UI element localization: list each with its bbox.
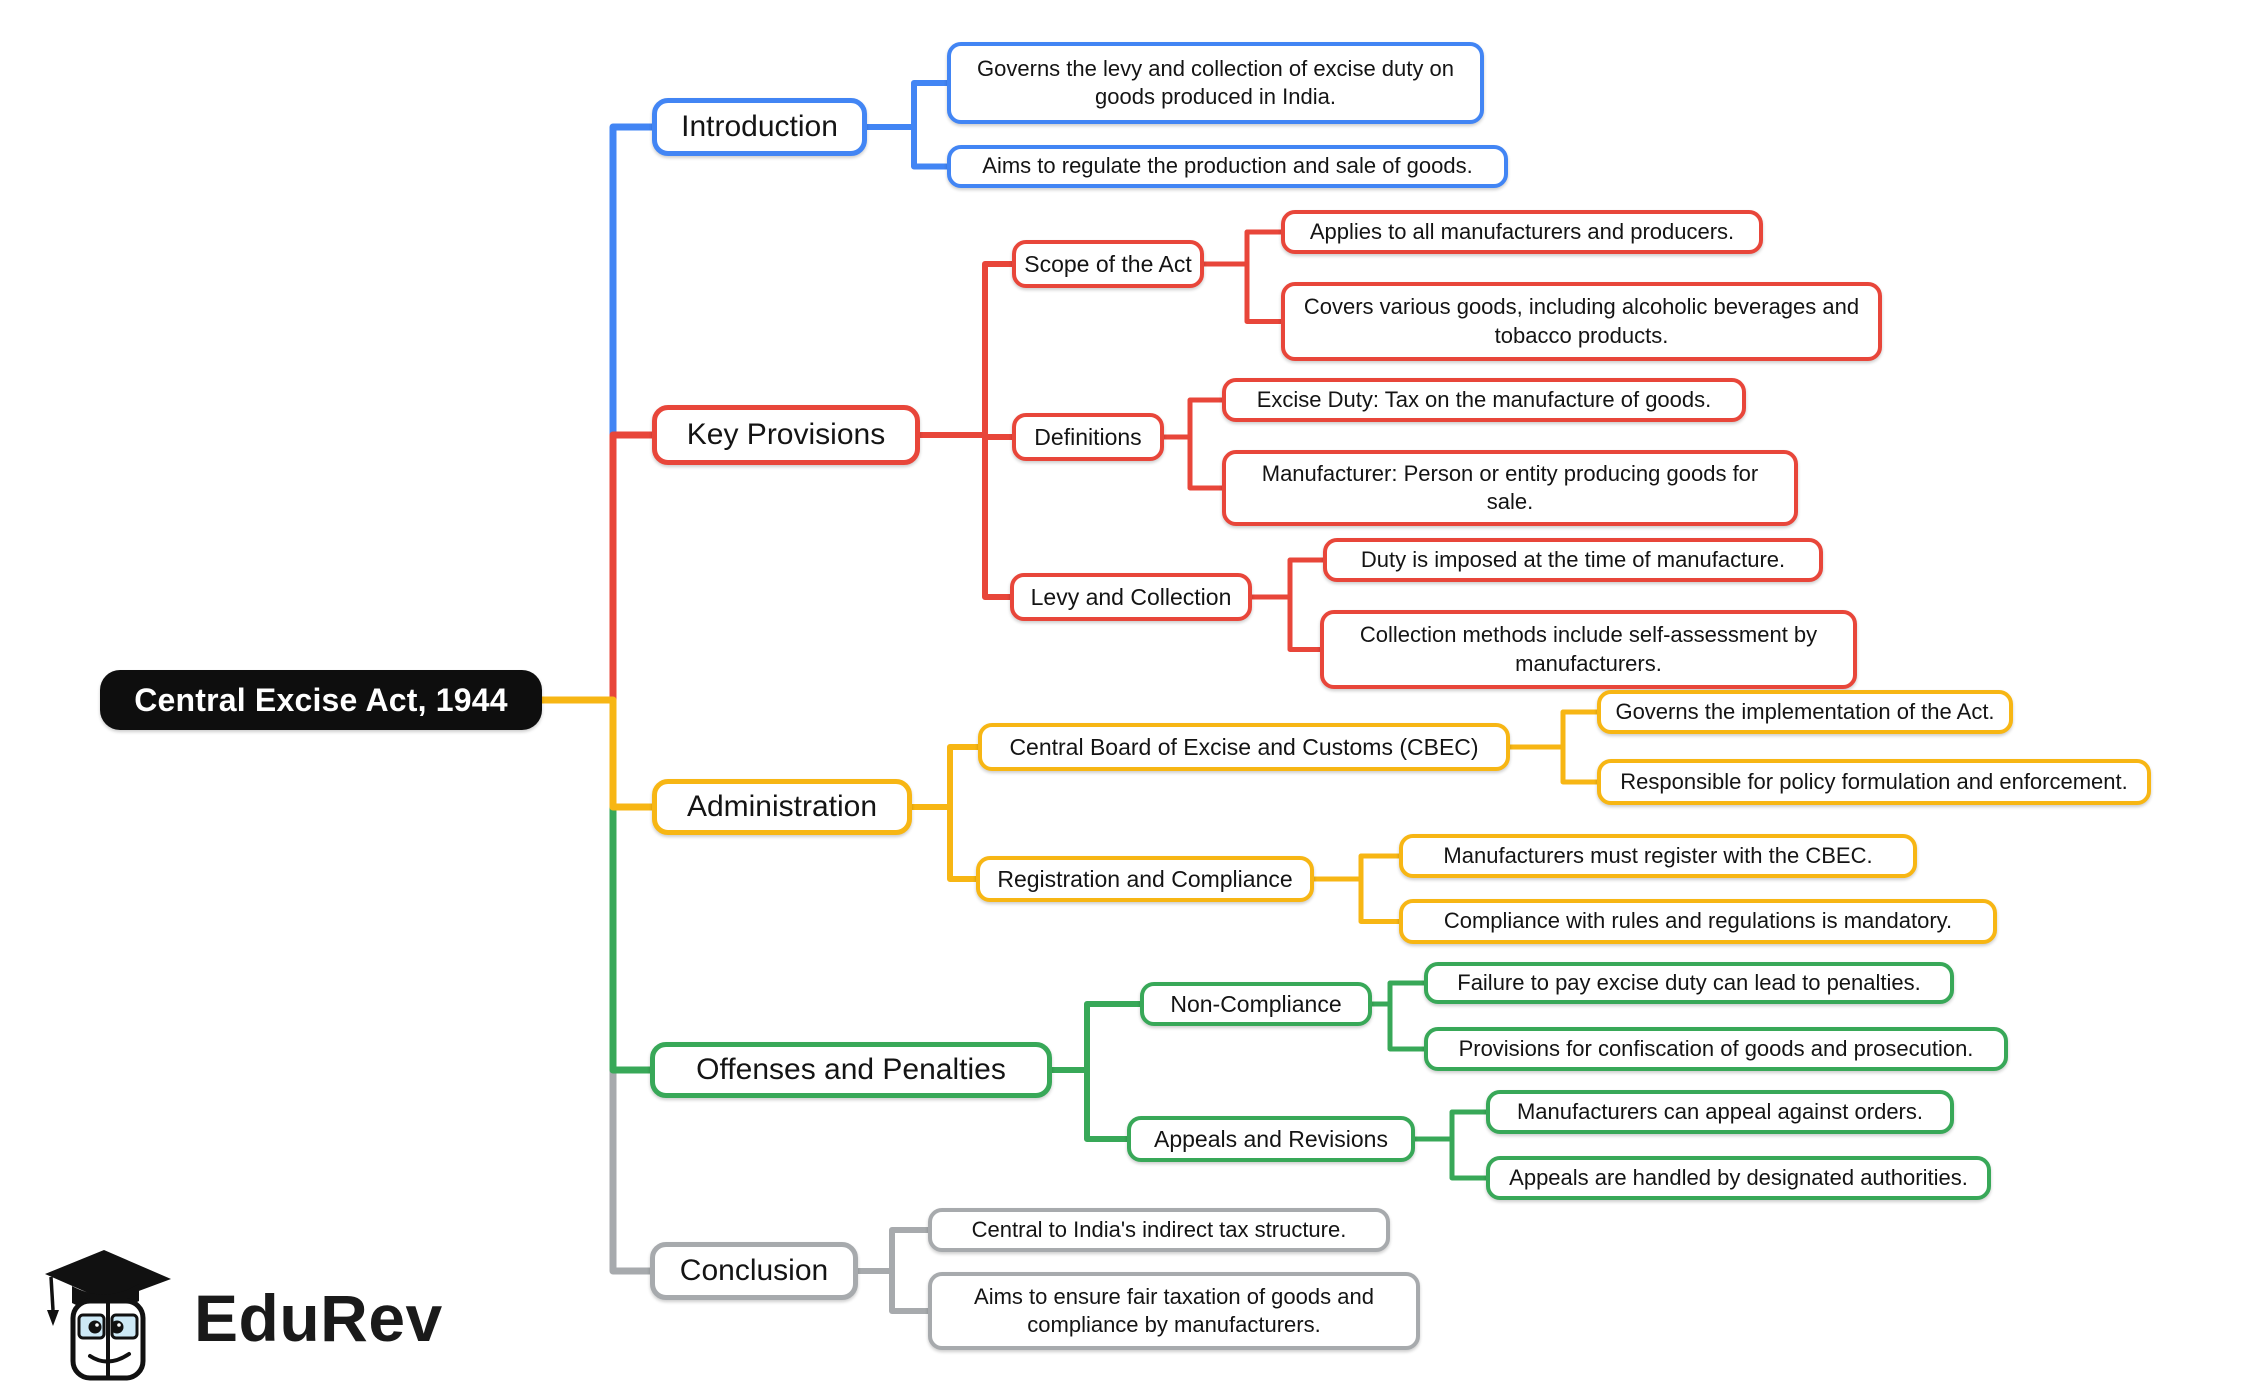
trunk-keyprov [542,435,652,700]
mindmap-node-l1: Duty is imposed at the time of manufacture. [1323,538,1823,582]
edurev-mascot-icon [42,1248,174,1388]
connector-noncomp-n2 [1372,1004,1424,1049]
mindmap-node-offenses: Offenses and Penalties [650,1042,1052,1098]
connector-offenses-appeals [1052,1070,1127,1139]
mindmap-node-intro: Introduction [652,98,867,156]
connector-defs-d2 [1164,437,1222,488]
trunk-intro [542,127,652,700]
mindmap-node-i2: Aims to regulate the production and sale of goods. [947,145,1508,188]
connector-offenses-noncomp [1052,1004,1140,1070]
trunk-admin [542,700,652,807]
mindmap-node-s2: Covers various goods, including alcoholic beverages and tobacco products. [1281,282,1882,361]
mindmap-node-c2: Responsible for policy formulation and enforcement. [1597,759,2151,805]
connector-appeals-a1 [1415,1112,1486,1139]
connector-keyprov-levy [920,435,1010,597]
mindmap-node-cbec: Central Board of Excise and Customs (CBEC) [978,723,1510,771]
trunk-offenses [542,700,650,1070]
mindmap-node-a1: Manufacturers can appeal against orders. [1486,1090,1954,1134]
mindmap-node-scope: Scope of the Act [1012,240,1204,288]
connector-cbec-c2 [1510,747,1597,782]
mindmap-node-c1: Governs the implementation of the Act. [1597,690,2013,734]
connector-conclusion-co2 [858,1271,928,1311]
edurev-brand-text: EduRev [194,1281,443,1355]
connector-appeals-a2 [1415,1139,1486,1178]
mindmap-node-co2: Aims to ensure fair taxation of goods and compliance by manufacturers. [928,1272,1420,1350]
mindmap-node-conclusion: Conclusion [650,1242,858,1300]
mindmap-node-defs: Definitions [1012,413,1164,461]
connector-noncomp-n1 [1372,983,1424,1004]
connector-defs-d1 [1164,400,1222,437]
mindmap-node-co1: Central to India's indirect tax structure. [928,1208,1390,1252]
mindmap-node-regcomp: Registration and Compliance [976,856,1314,902]
trunk-conclusion [542,700,650,1271]
connector-levy-l1 [1252,560,1323,597]
mindmap-node-s1: Applies to all manufacturers and producers. [1281,210,1763,254]
connector-levy-l2 [1252,597,1320,650]
mindmap-node-r2: Compliance with rules and regulations is mandatory. [1399,899,1997,944]
connector-regcomp-r2 [1314,879,1399,922]
mindmap-node-d1: Excise Duty: Tax on the manufacture of goods. [1222,378,1746,422]
connector-regcomp-r1 [1314,856,1399,879]
connector-admin-regcomp [912,807,976,879]
connector-intro-i1 [867,83,947,127]
connector-admin-cbec [912,747,978,807]
mindmap-node-i1: Governs the levy and collection of excise duty on goods produced in India. [947,42,1484,124]
connector-scope-s1 [1204,232,1281,264]
mindmap-node-a2: Appeals are handled by designated authorities. [1486,1156,1991,1200]
mindmap-node-keyprov: Key Provisions [652,405,920,465]
mindmap-node-n2: Provisions for confiscation of goods and prosecution. [1424,1027,2008,1071]
mindmap-node-root: Central Excise Act, 1944 [100,670,542,730]
mindmap-node-n1: Failure to pay excise duty can lead to penalties. [1424,962,1954,1004]
mindmap-node-l2: Collection methods include self-assessment by manufacturers. [1320,610,1857,689]
connector-cbec-c1 [1510,712,1597,747]
mindmap-node-admin: Administration [652,779,912,835]
edurev-logo [42,1248,443,1388]
mindmap-node-appeals: Appeals and Revisions [1127,1116,1415,1162]
mindmap-node-levy: Levy and Collection [1010,573,1252,621]
mindmap-node-d2: Manufacturer: Person or entity producing goods for sale. [1222,450,1798,526]
mindmap-node-noncomp: Non-Compliance [1140,982,1372,1026]
connector-intro-i2 [867,127,947,167]
mindmap-node-r1: Manufacturers must register with the CBEC. [1399,834,1917,878]
connector-keyprov-scope [920,264,1012,435]
connector-conclusion-co1 [858,1230,928,1271]
connector-scope-s2 [1204,264,1281,322]
